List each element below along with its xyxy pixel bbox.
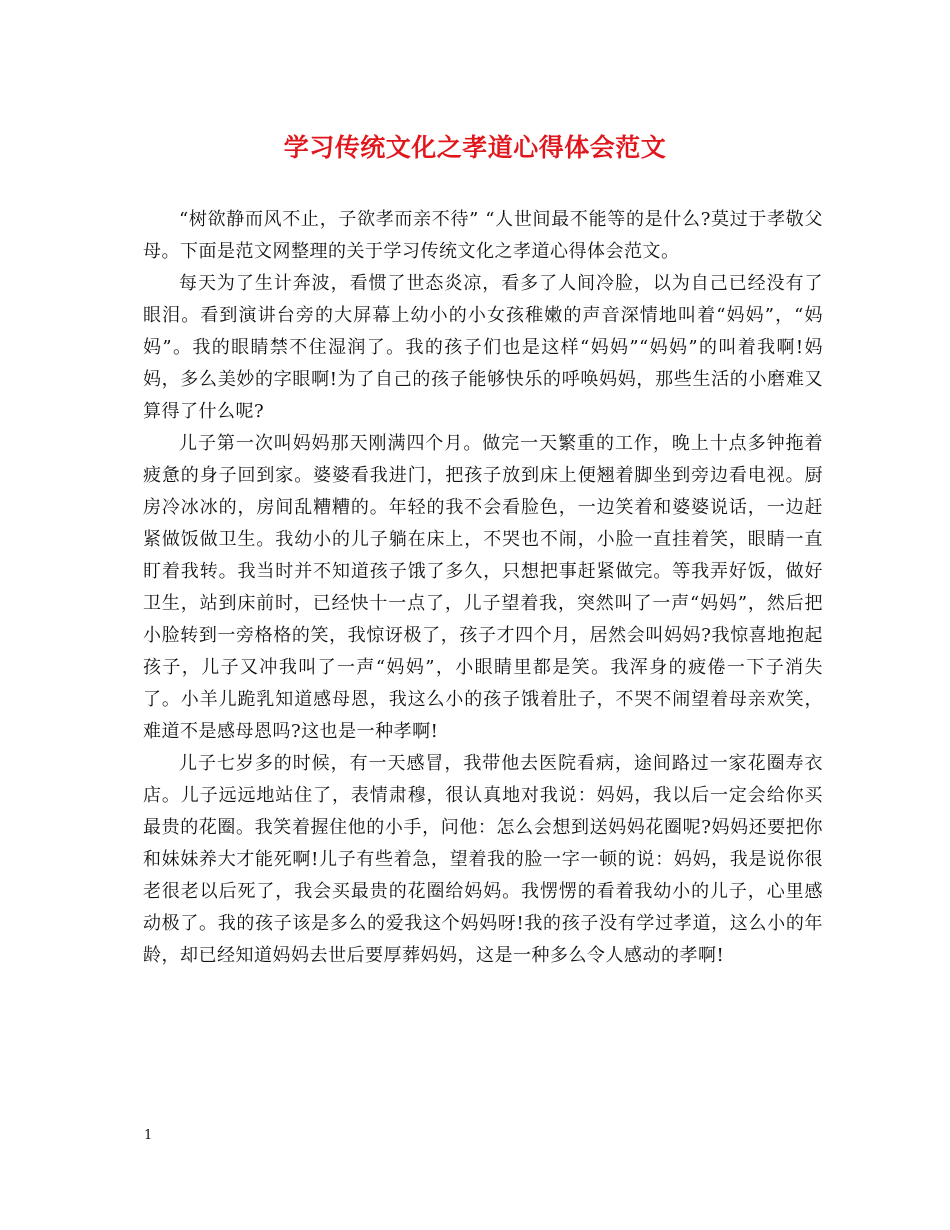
page-number: 1 [144, 1128, 153, 1143]
paragraph-intro: “树欲静而风不止，子欲孝而亲不待” “人世间最不能等的是什么?莫过于孝敬父母。下面是范文网整理的关于学习传统文化之孝道心得体会范文。 [143, 209, 823, 262]
document-title: 学习传统文化之孝道心得体会范文 [283, 133, 667, 162]
paragraph-tears: 每天为了生计奔波，看惯了世态炎凉，看多了人间冷脸，以为自己已经没有了眼泪。看到演讲台旁的大屏幕上幼小的小女孩稚嫩的声音深情地叫着“妈妈”，“妈妈”。我的眼睛禁不住湿润了。我的孩子们也是这样“妈妈”“妈妈”的叫着我啊!妈妈，多么美妙的字眼啊!为了自己的孩子能够快乐的呼唤妈妈，那些生活的小磨难又算得了什么呢? [143, 273, 823, 422]
paragraph-first-word: 儿子第一次叫妈妈那天刚满四个月。做完一天繁重的工作，晚上十点多钟拖着疲惫的身子回到家。婆婆看我进门，把孩子放到床上便翘着脚坐到旁边看电视。厨房冷冰冰的，房间乱糟糟的。年轻的我不会看脸色，一边笑着和婆婆说话，一边赶紧做饭做卫生。我幼小的儿子躺在床上，不哭也不闹，小脸一直挂着笑，眼睛一直盯着我转。我当时并不知道孩子饿了多久，只想把事赶紧做完。等我弄好饭，做好卫生，站到床前时，已经快十一点了，儿子望着我，突然叫了一声“妈妈”，然后把小脸转到一旁格格的笑，我惊讶极了，孩子才四个月，居然会叫妈妈?我惊喜地抱起孩子，儿子又冲我叫了一声“妈妈”，小眼睛里都是笑。我浑身的疲倦一下子消失了。小羊儿跪乳知道感母恩，我这么小的孩子饿着肚子，不哭不闹望着母亲欢笑，难道不是感母恩吗?这也是一种孝啊! [143, 433, 823, 742]
document-body [143, 204, 823, 972]
paragraph-wreath: 儿子七岁多的时候，有一天感冒，我带他去医院看病，途间路过一家花圈寿衣店。儿子远远地站住了，表情肃穆，很认真地对我说：妈妈，我以后一定会给你买最贵的花圈。我笑着握住他的小手，问他：怎么会想到送妈妈花圈呢?妈妈还要把你和妹妹养大才能死啊!儿子有些着急，望着我的脸一字一顿的说：妈妈，我是说你很老很老以后死了，我会买最贵的花圈给妈妈。我愣愣的看着我幼小的儿子，心里感动极了。我的孩子该是多么的爱我这个妈妈呀!我的孩子没有学过孝道，这么小的年龄，却已经知道妈妈去世后要厚葬妈妈，这是一种多么令人感动的孝啊! [143, 753, 823, 966]
